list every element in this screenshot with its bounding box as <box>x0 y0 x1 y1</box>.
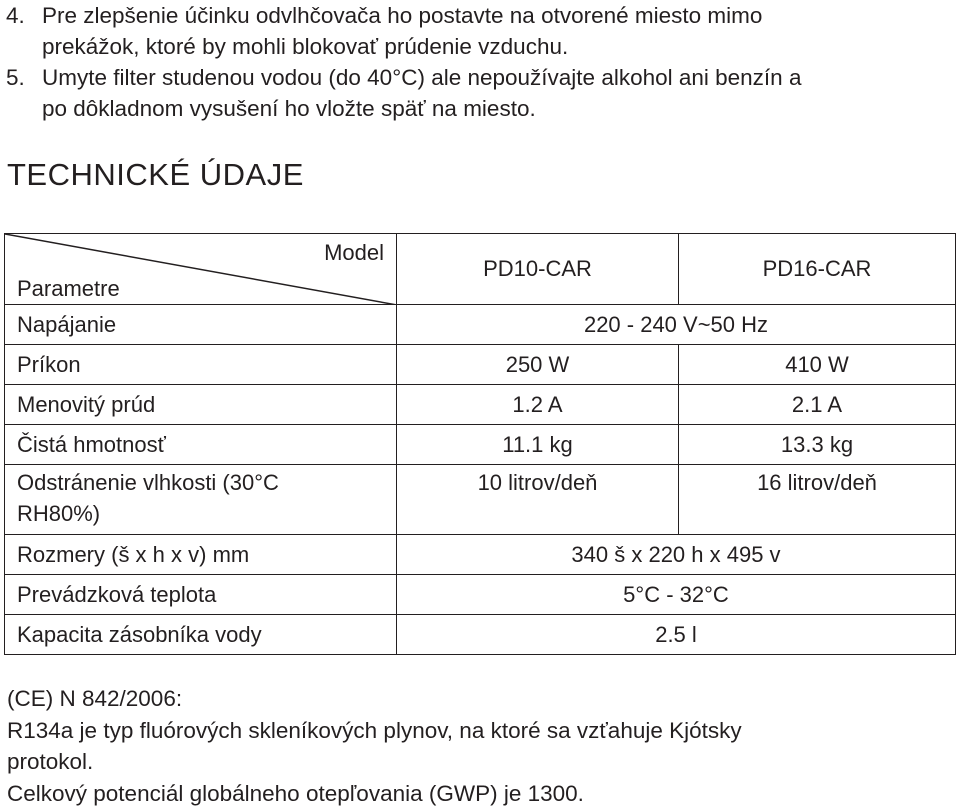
row-value-a: 250 W <box>397 345 679 385</box>
table-row <box>5 465 956 535</box>
instruction-number: 5. <box>6 65 25 90</box>
row-value-b: 410 W <box>679 345 956 385</box>
table-row <box>5 345 956 385</box>
row-value: 340 š x 220 h x 495 v <box>397 535 956 575</box>
row-label: Kapacita zásobníka vody <box>5 615 397 655</box>
gwp-statement: Celkový potenciál globálneho otepľovania (GWP) je 1300. <box>7 781 584 806</box>
row-value-b: 13.3 kg <box>679 425 956 465</box>
table-corner-cell <box>5 234 397 305</box>
instruction-line: Pre zlepšenie účinku odvlhčovača ho postavte na otvorené miesto mimo <box>42 3 763 28</box>
table-row <box>5 535 956 575</box>
table-row <box>5 615 956 655</box>
instruction-line: Umyte filter studenou vodou (do 40°C) ale nepoužívajte alkohol ani benzín a <box>42 65 802 90</box>
row-value-a: 1.2 A <box>397 385 679 425</box>
parameter-label: Parametre <box>17 276 120 301</box>
row-label: Príkon <box>5 345 397 385</box>
model-label: Model <box>324 240 384 265</box>
model-a-header: PD10-CAR <box>397 234 679 305</box>
row-value: 5°C - 32°C <box>397 575 956 615</box>
table-row <box>5 425 956 465</box>
instruction-line: prekážok, ktoré by mohli blokovať prúdenie vzduchu. <box>42 34 569 59</box>
row-label: Čistá hmotnosť <box>5 425 397 465</box>
section-heading: TECHNICKÉ ÚDAJE <box>7 157 304 192</box>
model-b-header: PD16-CAR <box>679 234 956 305</box>
regulation-reference: (CE) N 842/2006: <box>7 686 183 711</box>
instruction-line: po dôkladnom vysušení ho vložte späť na miesto. <box>42 96 536 121</box>
row-label-line: RH80%) <box>17 501 101 526</box>
row-value-a: 10 litrov/deň <box>397 465 679 535</box>
table-row <box>5 575 956 615</box>
row-label: Menovitý prúd <box>5 385 397 425</box>
table-header-row <box>5 234 956 305</box>
row-value-b: 16 litrov/deň <box>679 465 956 535</box>
row-value-a: 11.1 kg <box>397 425 679 465</box>
row-label: Prevádzková teplota <box>5 575 397 615</box>
specifications-table <box>4 233 956 655</box>
row-value-b: 2.1 A <box>679 385 956 425</box>
row-value: 2.5 l <box>397 615 956 655</box>
row-label: Rozmery (š x h x v) mm <box>5 535 397 575</box>
footer-text-line: protokol. <box>7 749 94 774</box>
table-row <box>5 385 956 425</box>
footer-text-line: R134a je typ fluórových skleníkových plynov, na ktoré sa vzťahuje Kjótsky <box>7 718 742 743</box>
row-label <box>5 465 397 535</box>
row-label: Napájanie <box>5 305 397 345</box>
row-label-line: Odstránenie vlhkosti (30°C <box>17 470 279 495</box>
table-row <box>5 305 956 345</box>
row-value: 220 - 240 V~50 Hz <box>397 305 956 345</box>
instruction-number: 4. <box>6 3 25 28</box>
